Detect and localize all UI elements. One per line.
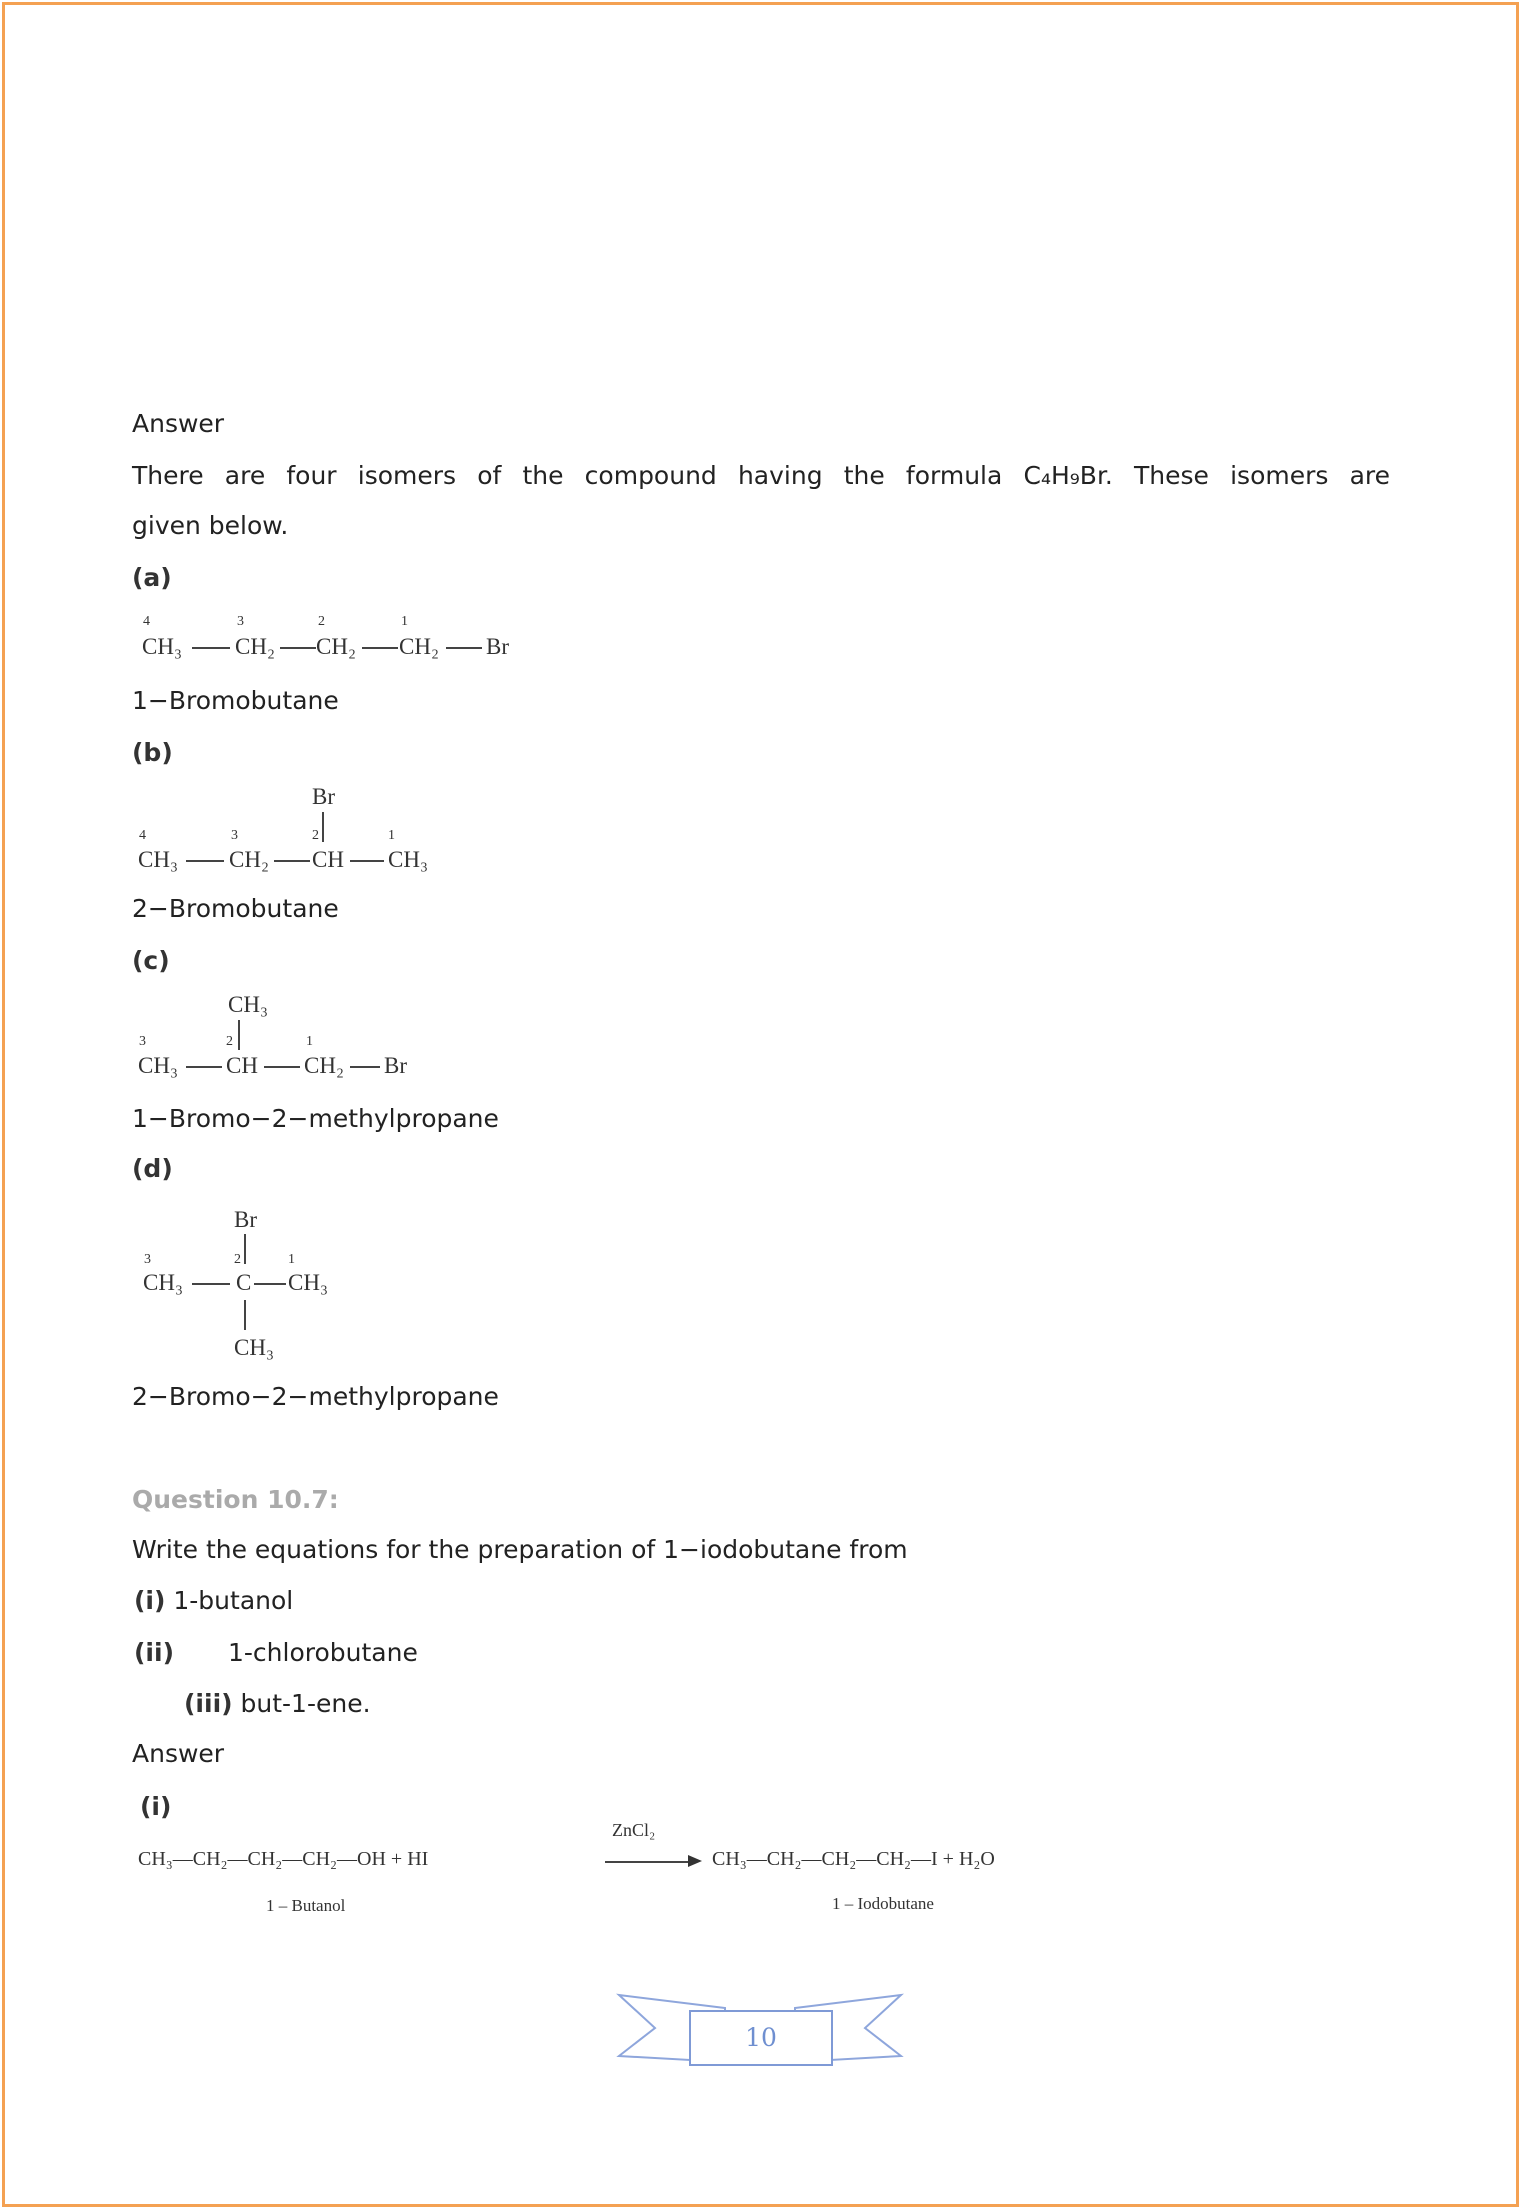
isomer-d-name: 2−Bromo−2−methylpropane — [132, 1382, 499, 1411]
isomer-c-tag: (c) — [132, 946, 170, 975]
item-text: 1-chlorobutane — [228, 1638, 418, 1667]
group: Br — [486, 634, 509, 659]
carbon-number: 2 — [226, 1034, 233, 1049]
reactant-name: 1 – Butanol — [266, 1896, 346, 1915]
group: CH₃ — [138, 847, 178, 872]
group: CH₂ — [229, 847, 269, 872]
group: CH₂ — [304, 1053, 344, 1078]
carbon-number: 2 — [234, 1252, 241, 1267]
question-item-i — [134, 1581, 293, 1621]
substituent: CH₃ — [228, 992, 268, 1017]
question-item-ii — [134, 1633, 418, 1673]
substituent: Br — [234, 1207, 257, 1232]
arrow-head-icon — [688, 1855, 702, 1867]
catalyst: ZnCl₂ — [612, 1820, 656, 1840]
carbon-number: 1 — [401, 614, 408, 629]
carbon-number: 4 — [143, 614, 150, 629]
carbon-number: 3 — [144, 1252, 151, 1267]
group: CH₃ — [138, 1053, 178, 1078]
group: CH₂ — [399, 634, 439, 659]
page-number-banner — [615, 1992, 905, 2074]
carbon-number: 3 — [139, 1034, 146, 1049]
group: CH — [312, 847, 344, 872]
isomer-a-name: 1−Bromobutane — [132, 686, 339, 715]
group: CH — [226, 1053, 258, 1078]
isomer-a-tag: (a) — [132, 563, 172, 592]
group: Br — [384, 1053, 407, 1078]
group: CH₃ — [288, 1270, 328, 1295]
question-title: Question 10.7: — [132, 1485, 339, 1514]
answer-text: There are four isomers of the compound having the formula C₄H₉Br. These isomers are — [132, 461, 1390, 490]
isomer-b-tag: (b) — [132, 738, 173, 767]
group: CH₂ — [316, 634, 356, 659]
group: CH₂ — [235, 634, 275, 659]
isomer-c-name: 1−Bromo−2−methylpropane — [132, 1104, 499, 1133]
product-name: 1 – Iodobutane — [832, 1894, 934, 1913]
group: CH₃ — [388, 847, 428, 872]
product: CH₃—CH₂—CH₂—CH₂—I + H₂O — [712, 1848, 995, 1870]
item-tag: (i) — [134, 1586, 166, 1615]
page-number: 10 — [689, 2010, 833, 2066]
carbon-number: 1 — [288, 1252, 295, 1267]
item-tag: (iii) — [184, 1689, 233, 1718]
group: CH₃ — [142, 634, 182, 659]
carbon-number: 3 — [231, 828, 238, 843]
question-text: Write the equations for the preparation of 1−iodobutane from — [132, 1535, 908, 1564]
answer-text-cont: given below. — [132, 511, 289, 540]
item-text: 1-butanol — [173, 1586, 294, 1615]
carbon-number: 3 — [237, 614, 244, 629]
isomer-d-tag: (d) — [132, 1154, 173, 1183]
group: CH₃ — [143, 1270, 183, 1295]
answer-label: Answer — [132, 1739, 225, 1768]
carbon-number: 2 — [318, 614, 325, 629]
isomer-b-name: 2−Bromobutane — [132, 894, 339, 923]
item-tag: (ii) — [134, 1638, 174, 1667]
substituent: Br — [312, 784, 335, 809]
answer-part-i: (i) — [140, 1792, 172, 1821]
reactant: CH₃—CH₂—CH₂—CH₂—OH + HI — [138, 1848, 429, 1870]
carbon-number: 1 — [306, 1034, 313, 1049]
carbon-number: 1 — [388, 828, 395, 843]
item-text: but-1-ene. — [240, 1689, 371, 1718]
carbon-number: 2 — [312, 828, 319, 843]
answer-label: Answer — [132, 409, 225, 438]
substituent: CH₃ — [234, 1335, 274, 1360]
carbon-number: 4 — [139, 828, 146, 843]
group: C — [236, 1270, 252, 1295]
question-item-iii — [184, 1684, 371, 1724]
